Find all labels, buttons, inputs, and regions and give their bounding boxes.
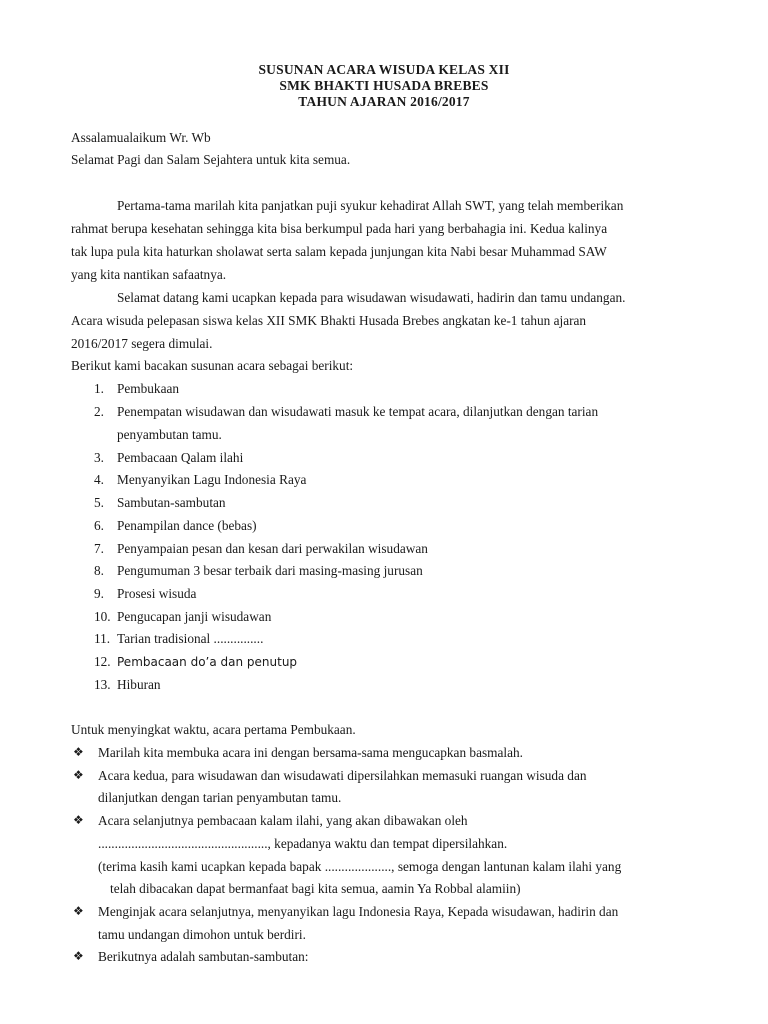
bullet-2-text-line-1: Acara kedua, para wisudawan dan wisudawati dipersilahkan memasuki ruangan wisuda dan (98, 768, 587, 783)
bullet-3-text-line-3: (terima kasih kami ucapkan kepada bapak ...................., semoga dengan lantunan kalam ilahi yang (98, 859, 622, 874)
para2-line-3: 2016/2017 segera dimulai. (71, 336, 213, 351)
document-title-line-2: SMK BHAKTI HUSADA BREBES (279, 78, 489, 93)
bullet-3-text-line-4: telah dibacakan dapat bermanfaat bagi kita semua, aamin Ya Robbal alamiin) (110, 881, 521, 896)
agenda-item-text: Pengumuman 3 besar terbaik dari masing-masing jurusan (117, 563, 423, 578)
para1-line-1: Pertama-tama marilah kita panjatkan puji syukur kehadirat Allah SWT, yang telah memberikan (117, 198, 624, 213)
agenda-item-text: Penempatan wisudawan dan wisudawati masuk ke tempat acara, dilanjutkan dengan tarian (117, 404, 599, 419)
agenda-item-number: 8. (94, 563, 104, 578)
document-title-line-3: TAHUN AJARAN 2016/2017 (298, 94, 470, 109)
agenda-item-text-continued: penyambutan tamu. (117, 427, 222, 442)
agenda-item-text: Pembukaan (117, 381, 180, 396)
agenda-item-number: 5. (94, 495, 104, 510)
para1-line-3: tak lupa pula kita haturkan sholawat serta salam kepada junjungan kita Nabi besar Muhammad SAW (71, 244, 607, 259)
agenda-item-text: Pengucapan janji wisudawan (117, 609, 272, 624)
agenda-item-text: Hiburan (117, 677, 161, 692)
agenda-item-text: Menyanyikan Lagu Indonesia Raya (117, 472, 307, 487)
diamond-bullet-icon: ❖ (73, 813, 84, 827)
bullet-1-text: Marilah kita membuka acara ini dengan bersama-sama mengucapkan basmalah. (98, 745, 523, 760)
agenda-item-text: Penampilan dance (bebas) (117, 518, 257, 533)
diamond-bullet-icon: ❖ (73, 949, 84, 963)
document-title-line-1: SUSUNAN ACARA WISUDA KELAS XII (258, 62, 510, 77)
greeting-salam: Assalamualaikum Wr. Wb (71, 130, 211, 145)
agenda-item-text: Pembacaan Qalam ilahi (117, 450, 244, 465)
para2-line-1: Selamat datang kami ucapkan kepada para wisudawan wisudawati, hadirin dan tamu undangan. (117, 290, 626, 305)
agenda-item-text: Tarian tradisional ............... (117, 631, 264, 646)
bullet-5-text: Berikutnya adalah sambutan-sambutan: (98, 949, 309, 964)
agenda-item-text: Penyampaian pesan dan kesan dari perwakilan wisudawan (117, 541, 428, 556)
agenda-item-number: 13. (94, 677, 111, 692)
agenda-item-number: 11. (94, 631, 111, 646)
bullet-4-text-line-2: tamu undangan dimohon untuk berdiri. (98, 927, 306, 942)
agenda-item-text: Prosesi wisuda (117, 586, 197, 601)
bullet-3-text-line-2: ..................................................., kepadanya waktu dan tempat dipersilahkan. (98, 836, 508, 851)
agenda-item-number: 3. (94, 450, 104, 465)
bullet-3-text-line-1: Acara selanjutnya pembacaan kalam ilahi, yang akan dibawakan oleh (98, 813, 468, 828)
para2-line-2: Acara wisuda pelepasan siswa kelas XII SMK Bhakti Husada Brebes angkatan ke-1 tahun ajaran (71, 313, 587, 328)
para1-line-2: rahmat berupa kesehatan sehingga kita bisa berkumpul pada hari yang berbahagia ini. Kedua kalinya (71, 221, 608, 236)
agenda-item-number: 6. (94, 518, 104, 533)
agenda-item-number: 1. (94, 381, 104, 396)
para1-line-4: yang kita nantikan safaatnya. (71, 267, 227, 282)
diamond-bullet-icon: ❖ (73, 745, 84, 759)
agenda-item-text: Pembacaan do’a dan penutup (117, 655, 298, 669)
agenda-item-number: 9. (94, 586, 104, 601)
opening-intro: Untuk menyingkat waktu, acara pertama Pembukaan. (71, 722, 356, 737)
agenda-item-number: 2. (94, 404, 104, 419)
agenda-item-number: 4. (94, 472, 104, 487)
greeting-welcome: Selamat Pagi dan Salam Sejahtera untuk kita semua. (71, 152, 351, 167)
bullet-2-text-line-2: dilanjutkan dengan tarian penyambutan tamu. (98, 790, 342, 805)
agenda-intro: Berikut kami bacakan susunan acara sebagai berikut: (71, 358, 354, 373)
diamond-bullet-icon: ❖ (73, 768, 84, 782)
agenda-item-number: 10. (94, 609, 111, 624)
agenda-item-text: Sambutan-sambutan (117, 495, 226, 510)
diamond-bullet-icon: ❖ (73, 904, 84, 918)
bullet-4-text-line-1: Menginjak acara selanjutnya, menyanyikan lagu Indonesia Raya, Kepada wisudawan, hadirin dan (98, 904, 619, 919)
agenda-item-number: 7. (94, 541, 104, 556)
agenda-item-number: 12. (94, 654, 111, 669)
